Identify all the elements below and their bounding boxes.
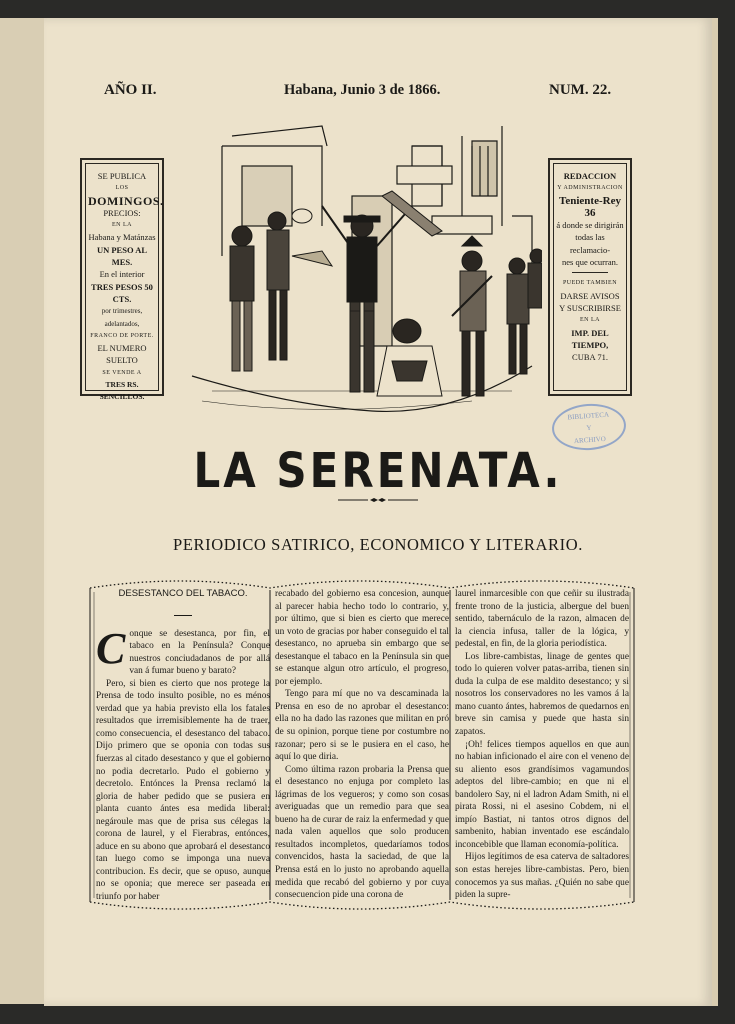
box-line: DOMINGOS.	[88, 193, 164, 208]
box-line: á donde se dirigirán	[556, 220, 624, 231]
newspaper-subtitle: PERIODICO SATIRICO, ECONOMICO Y LITERARIO.	[173, 535, 583, 554]
article-paragraph: ¡Oh! felices tiempos aquellos en que aun no habian inficionado el aire con el veneno de su aliento esos grandísimos vagamundos adeptos del libre-cambio; en que ni el bandolero Say, ni el ladron Adam Smith, ni el pirata Rossi, ni el asesino Cobdem, ni el impío Bastiat, ni tantos otros dignos del sambenito, habian inventado ese escándalo inconcebible que llaman economía-política.	[455, 739, 629, 850]
page-edge	[712, 18, 718, 1006]
article-paragraph	[96, 623, 270, 678]
box-line: SE PUBLICA	[97, 171, 147, 181]
box-line: REDACCION	[563, 171, 617, 181]
box-line: EN LA	[112, 222, 132, 229]
newspaper-page	[44, 18, 712, 1006]
box-line: nes que ocurran.	[562, 257, 618, 268]
box-line: CUBA 71.	[572, 352, 608, 363]
box-line: por trimestres, adelantados,	[101, 307, 143, 328]
paragraph-text: onque se desestanca, por fin, el tabaco en la Península? Conque nuestros conciudadanos de por allá van á fumar bueno y barato?	[129, 628, 270, 677]
editorial-office-box	[548, 158, 632, 396]
masthead-title: LA SERENATA.	[193, 442, 563, 499]
box-line: Y ADMINISTRACION	[557, 185, 623, 192]
box-line: LOS	[115, 185, 129, 192]
article-column-2	[275, 588, 449, 902]
box-line: IMP. DEL TIEMPO,	[571, 327, 609, 350]
box-line: EN LA	[580, 317, 600, 324]
article-column-3	[455, 588, 629, 902]
stamp-line: BIBLIOTECA	[567, 410, 610, 422]
article-paragraph: laurel inmarcesible con que ceñir su ilustrada frente trono de la justicia, albergue del buen sentido, tabernáculo de la razon, almacen de la ciencia infusa, taller de la lógica, y pedestal, en fin, de la gloria periodística.	[455, 589, 629, 650]
ornamental-rule	[338, 498, 418, 502]
box-line: Teniente-Rey 36	[559, 194, 621, 219]
box-line: Y SUSCRIBIRSE	[559, 302, 621, 313]
box-line: FRANCO DE PORTE.	[90, 332, 154, 339]
box-line: todas las reclamacio-	[569, 232, 611, 255]
binding-spine	[0, 18, 45, 1004]
box-line: PRECIOS:	[103, 207, 141, 218]
article-paragraph: recabado del gobierno esa concesion, aunque al parecer habia hecho todo lo contrario, y, por último, que si bien es cierto que merece un voto de gracias por haber conseguido el tal desestanco, no aprueba sin embargo que se desestanque el tabaco en la Península sin que se estanque algun otro artículo, el progreso, por ejemplo.	[275, 589, 449, 687]
title-rule	[174, 615, 192, 616]
box-line: TRES PESOS 50 CTS.	[91, 281, 153, 304]
article-column-1	[96, 588, 270, 904]
box-line: Habana y Matánzas	[88, 232, 156, 243]
article-title: DESESTANCO DEL TABACO.	[118, 588, 248, 599]
stamp-line: ARCHIVO	[573, 434, 607, 446]
issue-number: NUM. 22.	[549, 82, 612, 98]
stamp-line: Y	[586, 423, 592, 433]
box-line: EL NUMERO SUELTO	[97, 343, 147, 366]
box-line: UN PESO AL MES.	[96, 244, 148, 268]
box-line: DARSE AVISOS	[560, 290, 620, 301]
article-paragraph: Hijos legítimos de esa caterva de saltadores son estas herejes libre-cambistas. Pero, bien conocemos ya sus mañas. ¿Quién no sabe que piden la supre-	[455, 852, 629, 901]
box-line: SE VENDE A	[102, 369, 142, 376]
article-paragraph: Los libre-cambistas, linage de gentes que todo lo quieren volver patas-arriba, tienen sin duda la culpa de ese maldito desestanco; y si nosotros los conservadores no les vamos á la mano cuanto ántes, habremos de quedarnos en breve sin camisa y puede que hasta sin zapatos.	[455, 651, 629, 738]
drop-cap: C	[96, 623, 126, 673]
year-label: AÑO II.	[104, 82, 157, 98]
box-line: TRES RS. SENCILLOS.	[99, 380, 145, 402]
box-line: PUEDE TAMBIEN	[562, 280, 618, 287]
box-divider	[572, 272, 608, 273]
dateline: Habana, Junio 3 de 1866.	[284, 82, 441, 98]
article-paragraph: Como última razon probaria la Prensa que el desestanco no enjuga por completo las lágrimas de los vegueros; y como son cosas averiguadas que un remedio para que sea bueno ha de curar de raiz la enfermedad y que nada valen aquellos que solo producen resultados incompletos, quedaríamos todos convencidos, hasta la saciedad, de que la Prensa está en lo justo no aprobando aquella medida que recabó del gobierno y por cuya consecuencion pide una corona de	[275, 764, 449, 901]
article-paragraph: Pero, si bien es cierto que nos protege la Prensa de todo insulto posible, no es ménos verdad que ya habia previsto ella los fatales resultados que irremisiblemente ha de traer, como consecuencia, el desestanco del tabaco. Dijo primero que se oponia con todas sus fuerzas al citado desestanco y que el gobierno no podia decretarlo. Pudo el gobierno y decretolo. Entónces la Prensa reclamó la gloria de haber pedido que se pusiera en planta cuanto ántes esa medida liberal: negároule mas que de prisa sus célegas la corona de laurel, y el Fierabras, entónces, aduce en su abono que aprobará el desestanco tan luego como se imponga una nueva contribucion. Es decir, que se opuso, aunque no se oponia; que merece ser paseada en triunfo por haber	[96, 678, 270, 903]
box-line: En el interior	[99, 269, 145, 280]
subscription-box	[80, 158, 164, 402]
article-paragraph: Tengo para mí que no va descaminada la Prensa en eso de no aprobar el desestanco: ella no ha dado las razones que militan en pró de su opinion, porque tiene por costumbre no razonar; pero si se le pusiera en el caso, he aquí lo que diria.	[275, 689, 449, 763]
serenade-illustration	[172, 106, 542, 426]
